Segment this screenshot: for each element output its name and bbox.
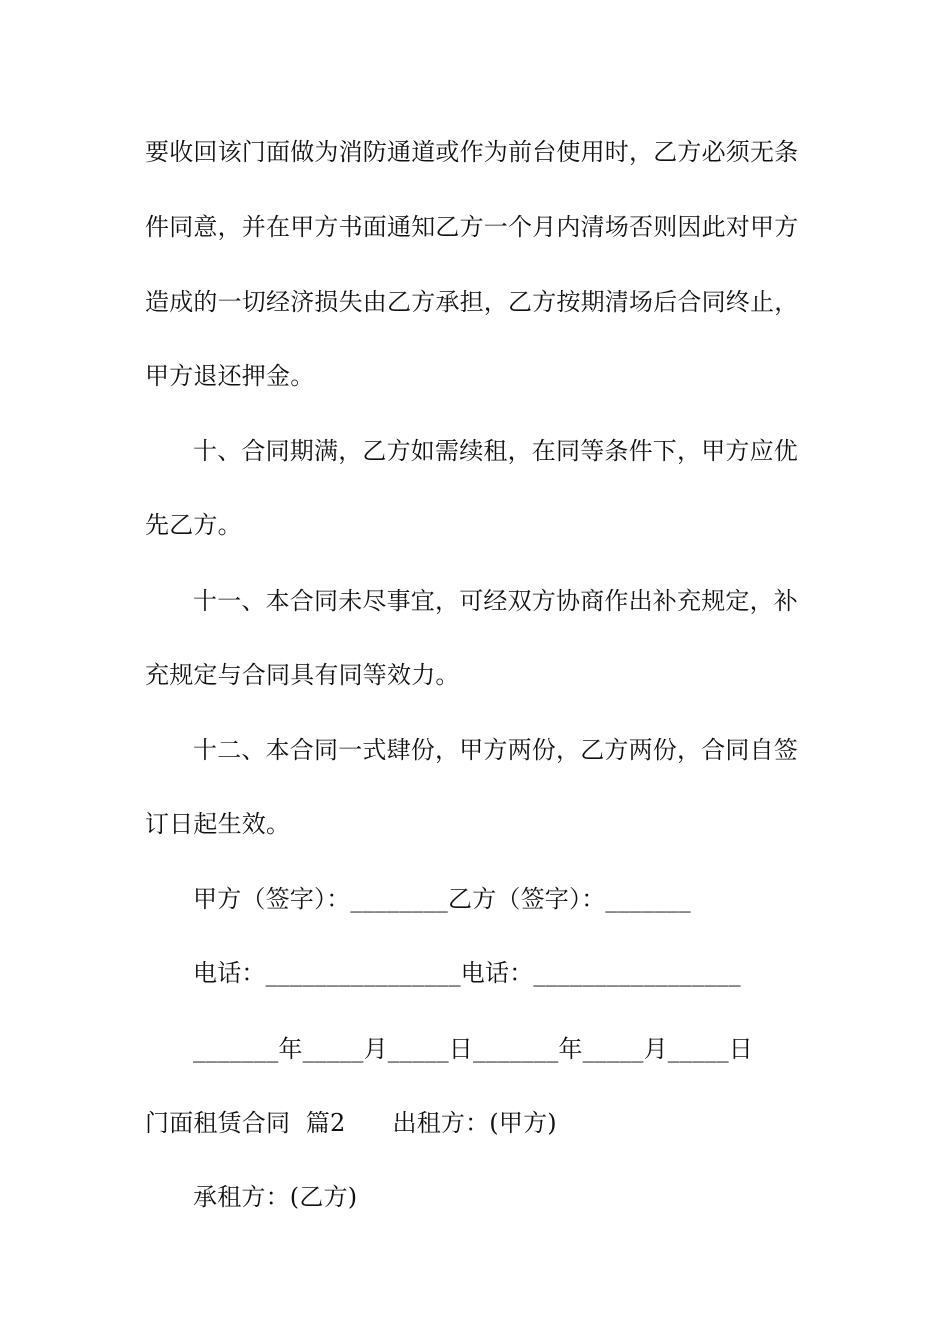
clause-twelve-line: 十二、本合同一式肆份，甲方两份，乙方两份，合同自签 [193, 736, 798, 764]
signature-line: 甲方（签字）：________乙方（签字）：_______ [193, 885, 691, 913]
paragraph-line: 要收回该门面做为消防通道或作为前台使用时，乙方必须无条 [145, 138, 799, 166]
paragraph-line: 件同意，并在甲方书面通知乙方一个月内清场否则因此对甲方 [145, 213, 799, 241]
clause-eleven-line: 充规定与合同具有同等效力。 [145, 661, 460, 689]
clause-twelve-line: 订日起生效。 [145, 810, 291, 838]
phone-line: 电话：________________电话：_________________ [193, 959, 741, 987]
lessee-line: 承租方：(乙方) [193, 1183, 358, 1211]
date-line: _______年_____月_____日_______年_____月_____日 [193, 1035, 753, 1063]
section-heading: 门面租赁合同 篇2 出租方：(甲方) [145, 1109, 557, 1137]
paragraph-line: 造成的一切经济损失由乙方承担，乙方按期清场后合同终止， [145, 288, 799, 316]
paragraph-line: 甲方退还押金。 [145, 362, 315, 390]
clause-ten-line: 十、合同期满，乙方如需续租，在同等条件下，甲方应优 [193, 437, 798, 465]
clause-eleven-line: 十一、本合同未尽事宜，可经双方协商作出补充规定，补 [193, 587, 798, 615]
clause-ten-line: 先乙方。 [145, 511, 242, 539]
